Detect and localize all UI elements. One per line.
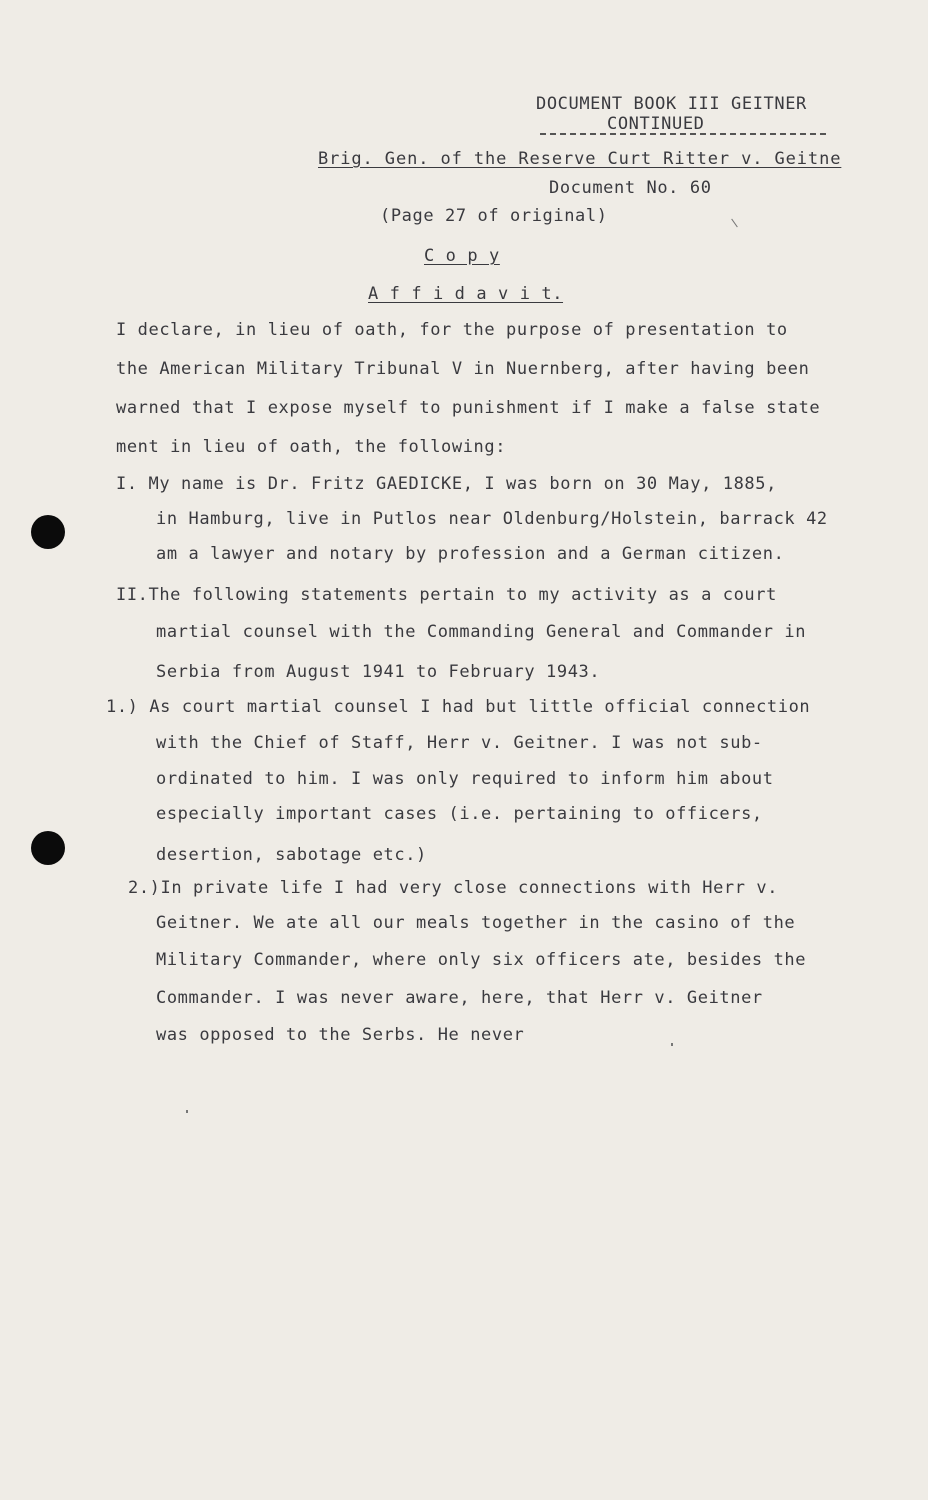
section-1-line: am a lawyer and notary by profession and a German citizen. (156, 544, 785, 564)
section-1-line: I. My name is Dr. Fritz GAEDICKE, I was born on 30 May, 1885, (116, 474, 777, 494)
item-1-line: with the Chief of Staff, Herr v. Geitner. I was not sub- (156, 733, 763, 753)
document-number: Document No. 60 (549, 178, 712, 198)
copy-heading: C o p y (424, 246, 500, 266)
affidavit-heading: A f f i d a v i t. (368, 284, 564, 304)
intro-line: warned that I expose myself to punishment if I make a false state (116, 398, 821, 418)
item-2-line: 2.)In private life I had very close connections with Herr v. (128, 878, 779, 898)
item-1-line: ordinated to him. I was only required to inform him about (156, 769, 774, 789)
page-reference: (Page 27 of original) (380, 206, 608, 226)
intro-line: ment in lieu of oath, the following: (116, 437, 507, 457)
item-1-line: desertion, sabotage etc.) (156, 845, 427, 865)
punch-hole-top (31, 515, 65, 549)
defendant-heading: Brig. Gen. of the Reserve Curt Ritter v. Geitne (318, 149, 842, 169)
item-1-line: 1.) As court martial counsel I had but little official connection (106, 697, 811, 717)
document-book-title: DOCUMENT BOOK III GEITNER (536, 94, 807, 114)
item-2-line: Geitner. We ate all our meals together in the casino of the (156, 913, 796, 933)
section-2-line: II.The following statements pertain to my activity as a court (116, 585, 777, 605)
punch-hole-bottom (31, 831, 65, 865)
section-1-line: in Hamburg, live in Putlos near Oldenburg/Holstein, barrack 42 (156, 509, 828, 529)
continued-label: CONTINUED (607, 114, 705, 134)
section-2-line: martial counsel with the Commanding General and Commander in (156, 622, 807, 642)
item-1-line: especially important cases (i.e. pertaining to officers, (156, 804, 763, 824)
section-2-line: Serbia from August 1941 to February 1943. (156, 662, 601, 682)
intro-line: I declare, in lieu of oath, for the purpose of presentation to (116, 320, 788, 340)
intro-line: the American Military Tribunal V in Nuernberg, after having been (116, 359, 810, 379)
header-rule (540, 133, 826, 135)
item-2-line: Military Commander, where only six officers ate, besides the (156, 950, 807, 970)
paper-mark (671, 1043, 673, 1046)
item-2-line: was opposed to the Serbs. He never (156, 1025, 525, 1045)
paper-mark (186, 1110, 188, 1113)
item-2-line: Commander. I was never aware, here, that Herr v. Geitner (156, 988, 763, 1008)
paper-mark (731, 219, 738, 228)
